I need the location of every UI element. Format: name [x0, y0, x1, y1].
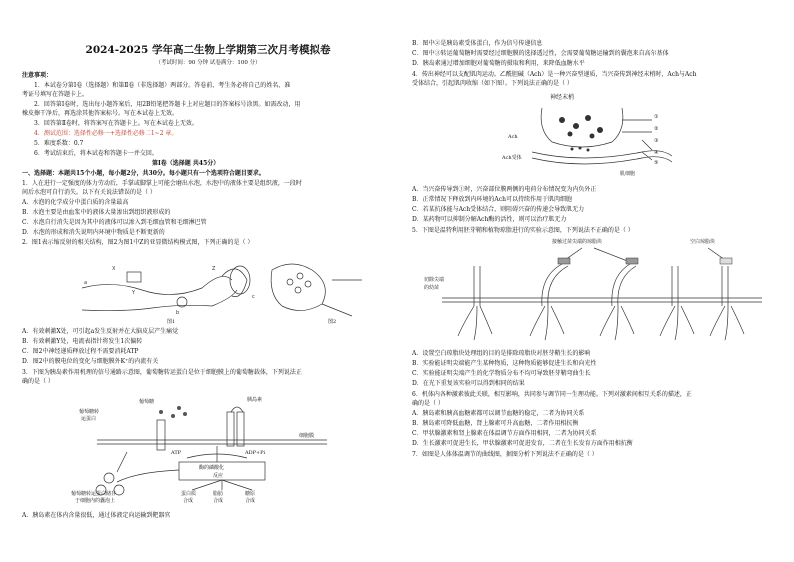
section-heading: 第Ⅰ卷（选择题 共45分）	[152, 160, 220, 167]
fig-label-x: X	[112, 266, 116, 272]
q3-stem: 确的是（ ）	[22, 378, 54, 385]
label-atp: ATP	[171, 450, 182, 456]
q4-option: A．当兴奋传导到①时，兴奋部位膜两侧的电荷分布情况变为内负外正	[412, 186, 597, 193]
label-vesicle: 葡萄糖转运蛋白储存	[71, 491, 117, 497]
q1-option: D．水泡的形成和消失说明内环境中物质是不断更新的	[22, 229, 165, 236]
q4-option: B．正常情况下释放到内环境的Ach可以持续作用于肌肉细胞	[412, 196, 572, 203]
label-num-2: ②	[654, 126, 659, 132]
label-glycogen: 合成	[245, 498, 256, 504]
q4-option: C．若某抗体能与Ach受体结合，则阻碍兴奋的传递会导致肌无力	[412, 206, 585, 213]
fig-label-b: b	[176, 310, 180, 316]
q5-figure	[422, 236, 774, 346]
q7-stem: 7．如图是人体体温调节的曲线图，据图分析下列说法不正确的是（ ）	[412, 451, 598, 458]
q6-option: C．甲状腺激素和肾上腺素在体温调节方面作用相同，二者为协同关系	[412, 430, 597, 437]
note-line: 考证号填写在答题卡上。	[22, 91, 89, 98]
q5-option: D．在光下重复该实验可以得到相同的结果	[412, 380, 525, 387]
label-fat: 脂肪	[213, 491, 224, 497]
label-ach-receptor: Ach受体	[502, 155, 522, 161]
q2-option: C．图2中神经递质释放过程不需要消耗ATP	[22, 348, 139, 355]
q3-option: C．图中③转运葡萄糖时需要经过细胞膜的选择透过性，会需要葡萄糖运输到的囊泡来自高尔基体	[412, 50, 669, 57]
label-num-4: ④	[654, 150, 659, 156]
label-fat: 合成	[213, 498, 224, 504]
q4-figure	[502, 90, 702, 180]
exam-subtitle: （考试时间：90 分钟 试卷满分：100 分）	[155, 60, 261, 66]
q5-option: C．实验能证明尖端产生的化学物质分布不均可导致胚芽鞘弯曲生长	[412, 370, 591, 377]
label-protein: 蛋白质	[181, 491, 197, 497]
note-line-scope: 4．测试范围：选择性必修一+选择性必修二1~2 章。	[34, 130, 178, 137]
note-line: 1．本试卷分第Ⅰ卷（选择题）和第Ⅱ卷（非选择题）两部分。答卷前，考生务必将自己的姓名、准	[34, 82, 291, 89]
note-line: 6．考试结束后，将本试卷和答题卡一并交回。	[34, 150, 158, 157]
label-vesicle: 于细胞内的囊泡上	[75, 498, 116, 504]
note-line: 橡皮擦干净后，再选涂其他答案标号。写在本试卷上无效。	[22, 110, 179, 117]
q2-option: A．有效刺激X处，可引起a发生反射并在大脑皮层产生痛觉	[22, 328, 179, 335]
q6-option: B．胰岛素可降低血糖，肾上腺素可升高血糖，二者作用相抗衡	[412, 420, 579, 427]
q1-option: C．水泡自行消失是因为其中的液体可以渗入到毛细血管和毛细淋巴管	[22, 219, 207, 226]
synapse-diagram	[502, 90, 702, 180]
label-muscle-cell: 肌细胞	[620, 171, 636, 177]
q2-figure	[72, 250, 372, 328]
label-num-3: ③	[654, 138, 659, 144]
fig-label-a: a	[84, 280, 88, 286]
left-column	[22, 0, 394, 562]
label-enzyme: 反应	[213, 473, 224, 479]
label-nerve-ending: 神经末梢	[550, 94, 575, 101]
fig-label-z: Z	[212, 266, 216, 272]
q6-stem: 6．机体内各种激素彼此关联，相互影响，共同参与调节同一生理功能。下列对激素间相互关系的描述，正	[412, 391, 692, 398]
section-instructions: 一、选择题：本题共15个小题，每小题2分，共30分。每小题只有一个选项符合题目要求。	[22, 170, 265, 177]
q6-stem: 确的是（ ）	[412, 400, 444, 407]
q1-stem: 间后水泡可自行消失。以下有关说法错误的是（ ）	[22, 189, 156, 196]
label-ach: Ach	[508, 134, 518, 140]
label-agar-tip: 接触过苗尖端的琼脂块	[552, 239, 603, 245]
note-line: 5．难度系数：0.7	[34, 140, 84, 147]
q3-figure	[67, 392, 347, 504]
q1-stem: 1．人在进行一定强度的体力劳动后，手掌或脚掌上可能会磨出水泡，水泡中的液体主要是组织液，一段时	[22, 180, 302, 187]
q2-option: D．图2中的膜电位的变化与细胞膜外K⁺的内流有关	[22, 358, 159, 365]
q3-option: B．图中②是胰岛素受体蛋白，作为信号传递信息	[412, 40, 543, 47]
insulin-pathway-diagram	[67, 392, 347, 504]
fig-label-c: c	[252, 294, 255, 300]
q3-option: A．胰岛素在体内含量很低，通过体液定向运输到靶器官	[22, 512, 171, 519]
q2-stem: 2．图1表示缩反射的相关结构，图2为图1中Z的亚显微结构模式图，下列正确的是（ ）	[22, 239, 254, 246]
q4-stem: 4．传出神经可以支配肌肉运动。乙酰胆碱（Ach）是一种兴奋型递质，当兴奋传到神经末梢时，Ach与Ach	[412, 71, 697, 78]
q5-stem: 5．下图是温特利用胚芽鞘和植物琼脂进行的实验示意图，下列说法不正确的是（ ）	[412, 227, 634, 234]
exam-title: 2024-2025 学年高二生物上学期第三次月考模拟卷	[85, 44, 331, 56]
q6-option: D．生长激素可促进生长，甲状腺激素可促进发育，二者在生长发育方面作用相抗衡	[412, 440, 633, 447]
q5-option: A．设置空白琼脂块处理组的目的是排除琼脂块对胚芽鞘生长的影响	[412, 350, 591, 357]
notes-heading: 注意事项：	[22, 72, 53, 79]
fig-label-y: Y	[132, 290, 136, 296]
label-glycogen: 糖原	[245, 491, 256, 497]
note-line: 2．回答第Ⅰ卷时，选出每小题答案后，用2B铅笔把答题卡上对应题目的答案标号涂黑。如需改动，用	[34, 101, 301, 108]
coleoptile-diagram	[422, 236, 774, 346]
label-adp: ADP+Pi	[245, 450, 266, 456]
label-num-5: ⑤	[654, 160, 659, 166]
fig1-caption: 图1	[167, 319, 176, 325]
q3-option: D．胰岛素通过增加细胞对葡萄糖的摄取和利用，来降低血糖水平	[412, 60, 585, 67]
right-column	[412, 0, 784, 562]
q4-option: D．某药物可以抑制分解Ach酶的活性，则可以治疗肌无力	[412, 216, 567, 223]
q3-stem: 3．下图为胰岛素作用机理的信号通路示意图，葡萄糖转运蛋白是位于细胞膜上的葡萄糖载体，下列说法正	[22, 369, 302, 376]
reflex-arc-diagram	[72, 250, 372, 328]
label-glut: 运蛋白	[81, 416, 97, 422]
label-insulin: 胰岛素	[247, 397, 263, 403]
label-membrane: 细胞膜	[299, 433, 315, 439]
label-enzyme: 酶的磷酸化	[199, 465, 225, 471]
label-glut: 葡萄糖转	[79, 409, 100, 415]
q5-option: B．实验能证明尖端能产生某种物质，这种物质能够促进生长和向光性	[412, 360, 597, 367]
label-seedling: 的幼苗	[424, 285, 440, 291]
q1-option: B．水泡主要是由血浆中的液体大量渗出到组织液形成的	[22, 209, 171, 216]
q1-option: A．水泡的化学成分中蛋白质的含量最高	[22, 199, 129, 206]
label-agar-blank: 空白琼脂块	[690, 239, 716, 245]
label-glucose: 葡萄糖	[139, 399, 155, 405]
note-line: 3．回答第Ⅱ卷时，将答案写在答题卡上。写在本试卷上无效。	[34, 120, 198, 127]
fig2-caption: 图2	[328, 319, 337, 325]
label-protein: 合成	[183, 498, 194, 504]
label-seedling: 切除尖端	[424, 277, 445, 283]
q2-option: B．有效刺激Y处，电流表指针将发生1次偏转	[22, 338, 143, 345]
label-num-1: ①	[654, 114, 659, 120]
q6-option: A．胰岛素和胰高血糖素都可以调节血糖的稳定，二者为协同关系	[412, 410, 585, 417]
q4-stem: 受体结合，引起肌肉收缩（如下图）。下列说法正确的是（ ）	[412, 80, 573, 87]
